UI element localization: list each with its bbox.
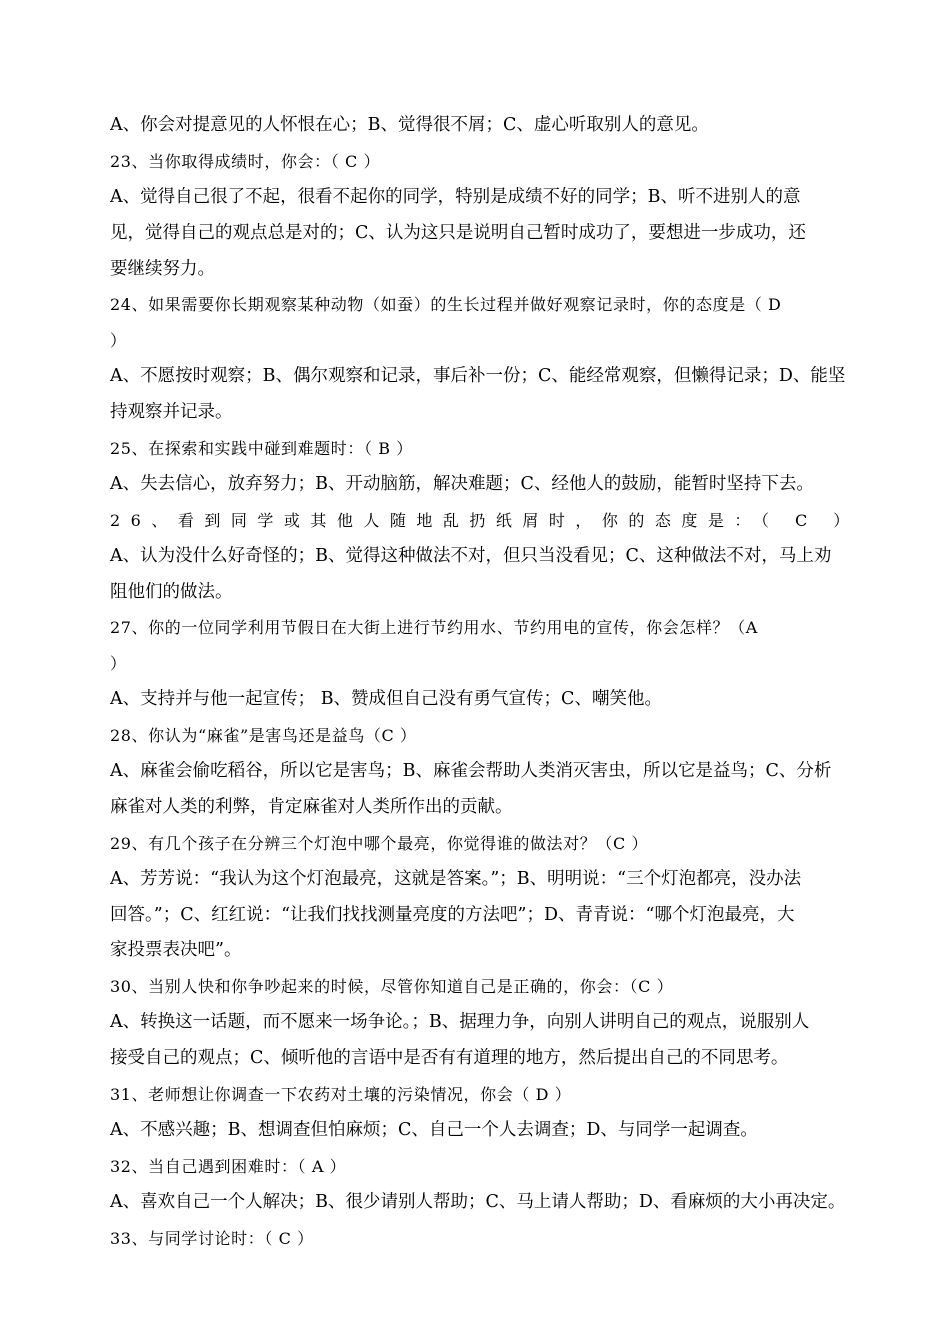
question-line: 30、当别人快和你争吵起来的时候，尽管你知道自己是正确的，你会：（C ） (110, 977, 674, 997)
question-line: 33、与同学讨论时：（ C ） (110, 1228, 314, 1248)
question-line: 26、看到同学或其他人随地乱扔纸屑时，你的态度是：（ C ） (110, 510, 860, 530)
question-line: ） (110, 654, 127, 674)
question-list (110, 108, 860, 1257)
question-line: 25、在探索和实践中碰到难题时：（ B ） (110, 439, 413, 459)
answer-options-line: A、不愿按时观察；B、偶尔观察和记录，事后补一份；C、能经常观察，但懒得记录；D、能坚 (110, 366, 846, 387)
answer-options-line: A、麻雀会偷吃稻谷，所以它是害鸟；B、麻雀会帮助人类消灭害虫，所以它是益鸟；C、分析 (110, 761, 832, 782)
answer-options-line: A、不感兴趣；B、想调查但怕麻烦；C、自己一个人去调查；D、与同学一起调查。 (110, 1119, 758, 1140)
answer-options-line: 回答。”；C、红红说：“让我们找找测量亮度的方法吧”；D、青青说：“哪个灯泡最亮，大 (110, 904, 795, 925)
answer-options-line: A、芳芳说：“我认为这个灯泡最亮，这就是答案。”；B、明明说：“三个灯泡都亮，没办法 (110, 868, 802, 889)
answer-options-line: A、喜欢自己一个人解决；B、很少请别人帮助；C、马上请人帮助；D、看麻烦的大小再决定。 (110, 1191, 846, 1212)
question-line: 31、老师想让你调查一下农药对土壤的污染情况，你会（ D ） (110, 1085, 572, 1105)
question-line: 23、当你取得成绩时，你会：（ C ） (110, 151, 381, 171)
answer-options-line: 麻雀对人类的利弊，肯定麻雀对人类所作出的贡献。 (110, 796, 513, 817)
answer-options-line: A、认为没什么好奇怪的；B、觉得这种做法不对，但只当没看见；C、这种做法不对，马上劝 (110, 545, 832, 566)
answer-options-line: A、你会对提意见的人怀恨在心；B、觉得很不屑；C、虚心听取别人的意见。 (110, 115, 709, 135)
answer-options-line: 家投票表决吧”。 (110, 940, 242, 961)
answer-options-line: 见，觉得自己的观点总是对的；C、认为这只是说明自己暂时成功了，要想进一步成功，还 (110, 222, 806, 243)
answer-options-line: A、转换这一话题，而不愿来一场争论。；B、据理力争，向别人讲明自己的观点，说服别人 (110, 1012, 810, 1033)
question-line: ） (110, 331, 127, 351)
answer-options-line: A、觉得自己很了不起，很看不起你的同学，特别是成绩不好的同学；B、听不进别人的意 (110, 186, 801, 207)
question-line: 28、你认为“麻雀”是害鸟还是益鸟（C ） (110, 726, 417, 746)
question-line: 29、有几个孩子在分辨三个灯泡中哪个最亮，你觉得谁的做法对？（C ） (110, 833, 649, 853)
question-line: 27、你的一位同学利用节假日在大街上进行节约用水、节约用电的宣传，你会怎样？（A (110, 618, 758, 638)
answer-options-line: 阻他们的做法。 (110, 581, 233, 602)
answer-options-line: 要继续努力。 (110, 258, 215, 279)
answer-options-line: A、支持并与他一起宣传； B、赞成但自己没有勇气宣传；C、嘲笑他。 (110, 689, 662, 710)
answer-options-line: 接受自己的观点；C、倾听他的言语中是否有有道理的地方，然后提出自己的不同思考。 (110, 1048, 789, 1069)
question-line: 24、如果需要你长期观察某种动物（如蚕）的生长过程并做好观察记录时，你的态度是（ D (110, 295, 782, 315)
answer-options-line: 持观察并记录。 (110, 402, 233, 423)
question-line: 32、当自己遇到困难时：（ A ） (110, 1156, 347, 1176)
answer-options-line: A、失去信心，放弃努力；B、开动脑筋，解决难题；C、经他人的鼓励，能暂时坚持下去。 (110, 473, 814, 494)
